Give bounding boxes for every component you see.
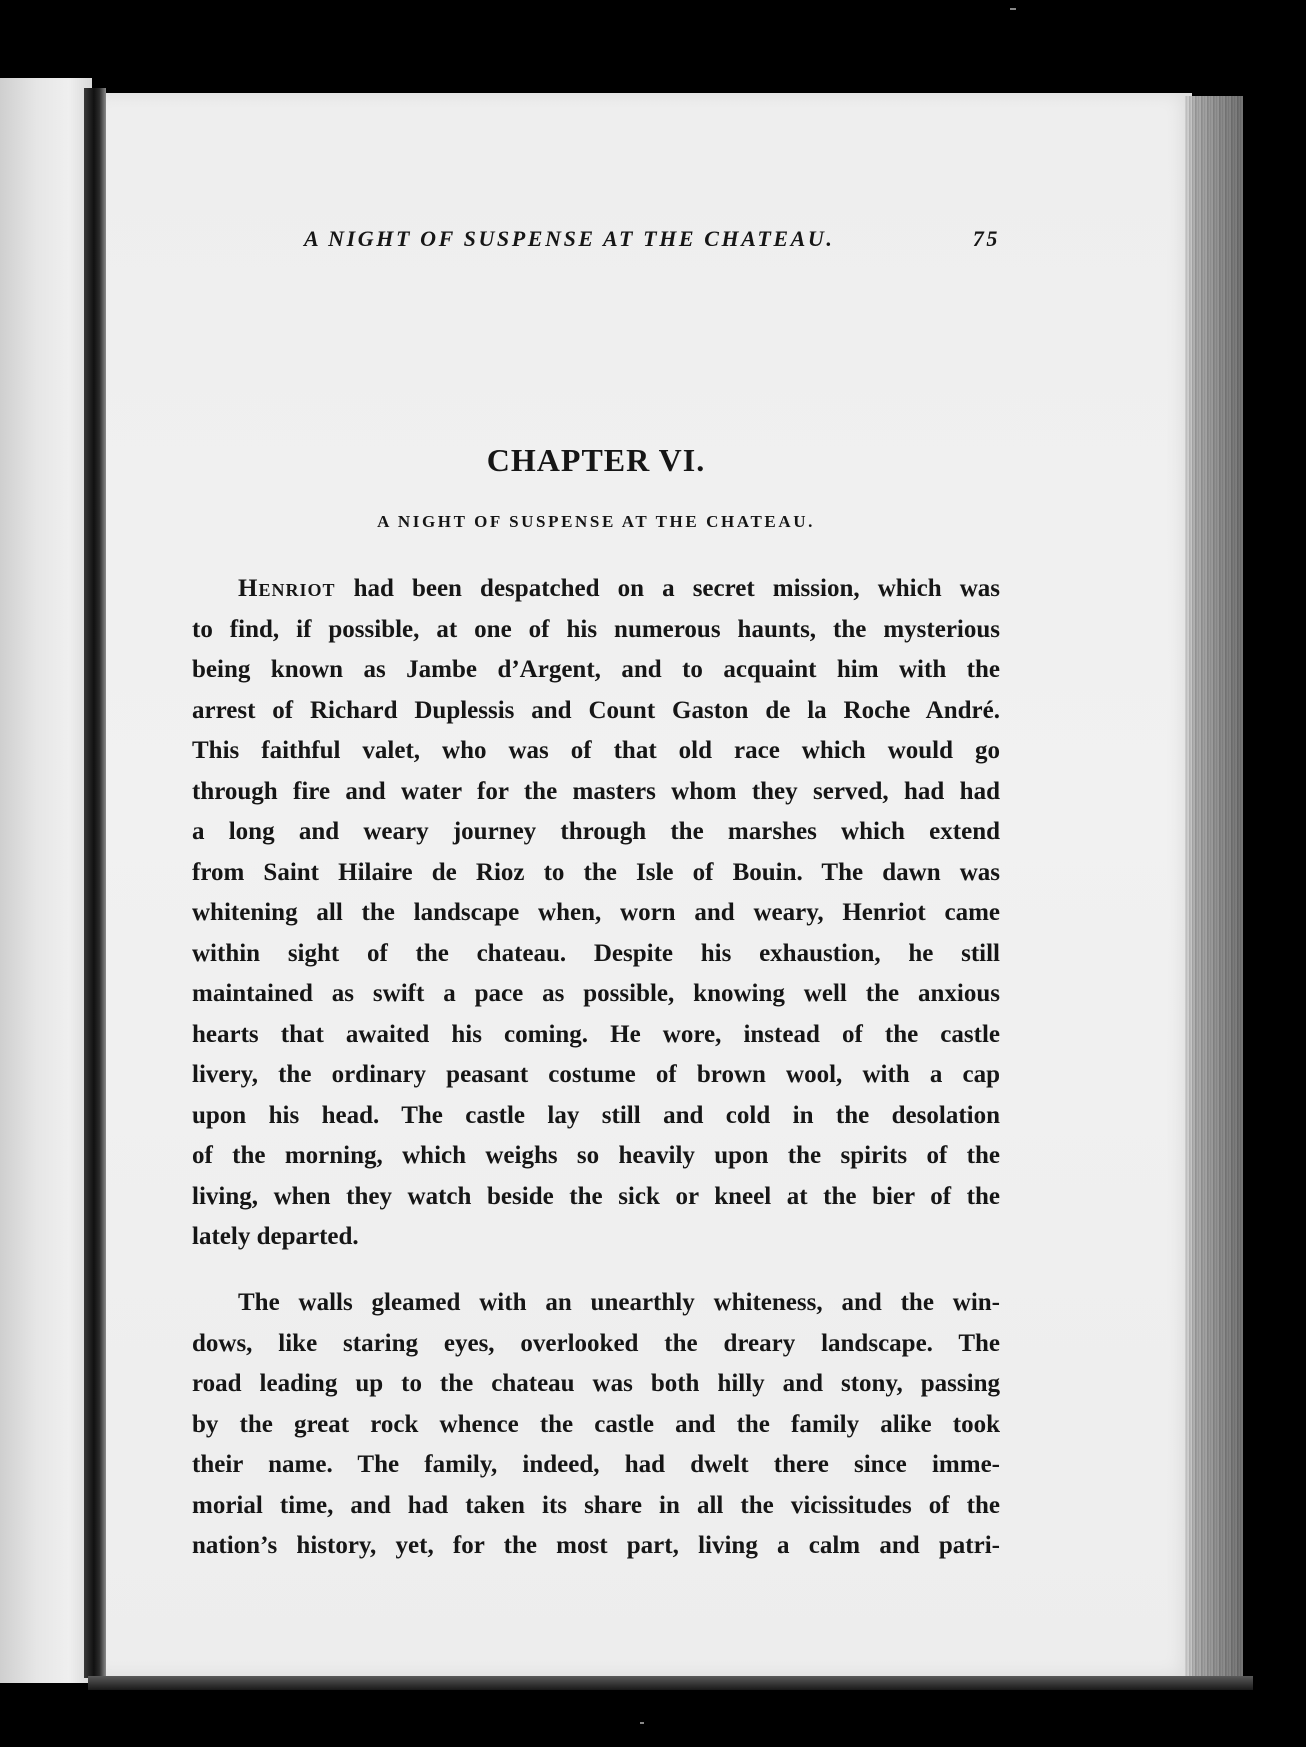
paragraph-1 — [192, 569, 1000, 1258]
text-line: to find, if possible, at one of his numerous haunts, the mysterious — [192, 615, 1000, 643]
text-line: morial time, and had taken its share in all the vicissitudes of the — [192, 1491, 1000, 1519]
scan-speck — [640, 1722, 644, 1724]
text-line: living, when they watch beside the sick or kneel at the bier of the — [192, 1182, 1000, 1210]
page-number: 75 — [972, 226, 1000, 251]
text-line: within sight of the chateau. Despite his exhaustion, he still — [192, 939, 1000, 967]
text-line: upon his head. The castle lay still and cold in the desolation — [192, 1101, 1000, 1129]
text-line: dows, like staring eyes, overlooked the dreary landscape. The — [192, 1329, 1000, 1357]
text-line: nation’s history, yet, for the most part, living a calm and patri- — [192, 1532, 1000, 1559]
book-gutter — [84, 88, 106, 1678]
page-bottom-edge — [88, 1676, 1253, 1690]
text-line: maintained as swift a pace as possible, knowing well the anxious — [192, 980, 1000, 1007]
text-line: from Saint Hilaire de Rioz to the Isle of Bouin. The dawn was — [192, 858, 1000, 886]
running-head — [192, 222, 1000, 256]
text-line: their name. The family, indeed, had dwelt there since imme- — [192, 1451, 1000, 1478]
paragraph-2 — [192, 1283, 1000, 1567]
text-line: hearts that awaited his coming. He wore, instead of the castle — [192, 1020, 1000, 1048]
chapter-subtitle: A NIGHT OF SUSPENSE AT THE CHATEAU. — [377, 512, 815, 531]
text-line: The walls gleamed with an unearthly whiteness, and the win- — [238, 1289, 1000, 1316]
text-line: Henriot had been despatched on a secret mission, which was — [238, 575, 1000, 602]
chapter-title: CHAPTER VI. — [486, 442, 706, 478]
drop-word: Henriot — [238, 575, 336, 602]
text-line: whitening all the landscape when, worn and weary, Henriot came — [192, 899, 1000, 926]
text-line: being known as Jambe d’Argent, and to acquaint him with the — [192, 656, 1000, 683]
text-line: through fire and water for the masters whom they served, had had — [192, 777, 1000, 805]
text-line: of the morning, which weighs so heavily upon the spirits of the — [192, 1142, 1000, 1169]
text-line: by the great rock whence the castle and the family alike took — [192, 1410, 1000, 1438]
text-line: This faithful valet, who was of that old race which would go — [192, 737, 1000, 764]
text-line: a long and weary journey through the marshes which extend — [192, 818, 1000, 845]
text-line: road leading up to the chateau was both hilly and stony, passing — [192, 1370, 1000, 1397]
page-edge-stack — [1185, 96, 1243, 1686]
text-line: arrest of Richard Duplessis and Count Gaston de la Roche André. — [192, 696, 1000, 724]
facing-page-edge — [0, 78, 92, 1683]
text-line: livery, the ordinary peasant costume of brown wool, with a cap — [192, 1061, 1000, 1088]
text-line: lately departed. — [192, 1223, 359, 1250]
running-head-title: A NIGHT OF SUSPENSE AT THE CHATEAU. — [304, 226, 835, 251]
scan-speck — [1010, 8, 1016, 10]
